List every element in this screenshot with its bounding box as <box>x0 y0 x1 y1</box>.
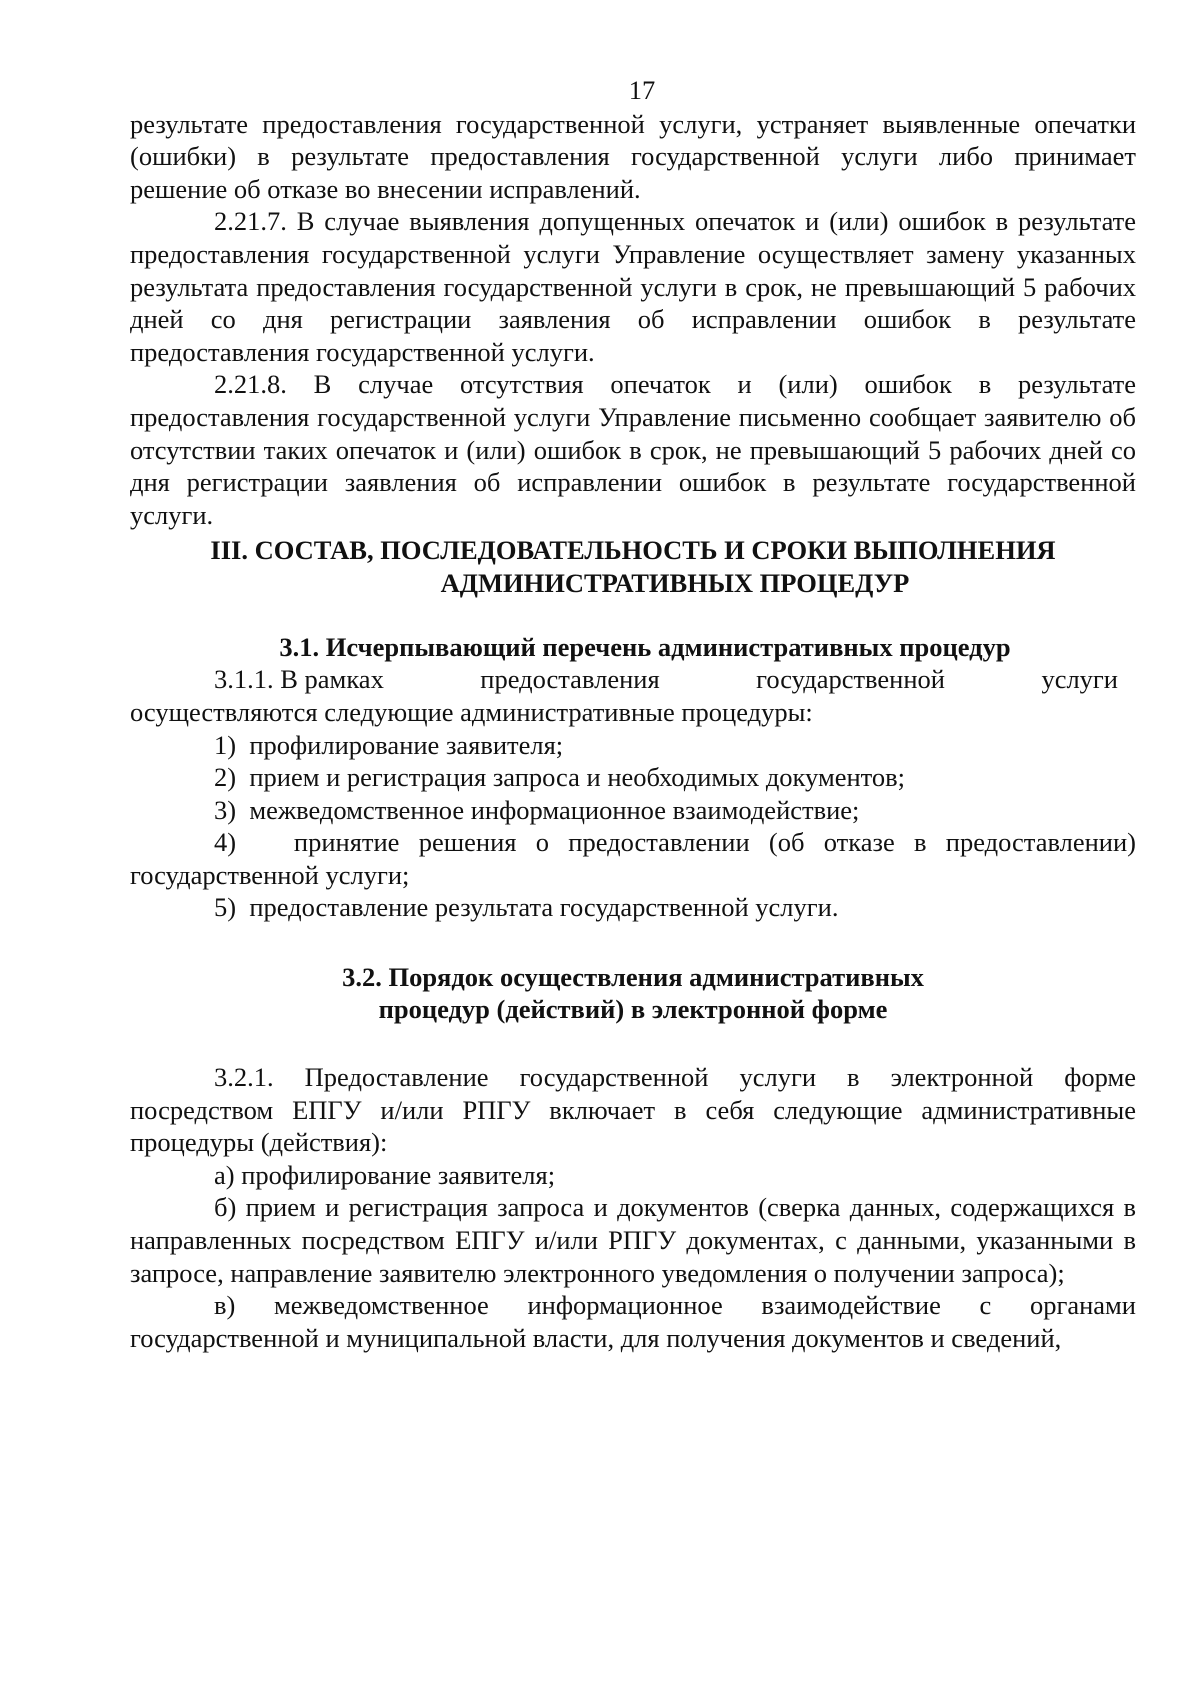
paragraph-3-1-1-word: услуги <box>1041 664 1118 695</box>
heading-3-2-line2: процедур (действий) в электронной форме <box>378 994 888 1025</box>
paragraph-3-1-1-word: предоставления <box>480 664 660 695</box>
paragraph-3-1-1-word: государственной <box>756 664 945 695</box>
paragraph-3-2-1: 3.2.1. Предоставление государственной услуги в электронной форме посредством ЕПГУ и/или РПГУ включает в себя следующие административные процедуры (действия): <box>130 1062 1136 1158</box>
heading-3-1: 3.1. Исчерпывающий перечень административных процедур <box>279 632 1011 663</box>
list-item: 2) прием и регистрация запроса и необходимых документов; <box>214 762 906 793</box>
section-iii-title-line2: АДМИНИСТРАТИВНЫХ ПРОЦЕДУР <box>440 568 910 599</box>
list-item: 1) профилирование заявителя; <box>214 729 564 760</box>
list-item: 4) принятие решения о предоставлении (об отказе в предоставлении) государственной услуги; <box>130 827 1136 890</box>
paragraph-2-21-7: 2.21.7. В случае выявления допущенных опечаток и (или) ошибок в результате предоставления государственной услуги Управление осуществляет замену указанных результата предоставления государственной услуги в срок, не превышающий 5 рабочих дней со дня регистрации заявления об исправлении ошибок в результате предоставления государственной услуги. <box>130 206 1136 367</box>
heading-3-2 <box>130 961 1136 1025</box>
section-iii-title <box>130 534 1136 600</box>
section-iii-title-line1: III. СОСТАВ, ПОСЛЕДОВАТЕЛЬНОСТЬ И СРОКИ ВЫПОЛНЕНИЯ <box>210 535 1056 566</box>
list-item: в) межведомственное информационное взаимодействие с органами государственной и муниципальной власти, для получения документов и сведений, <box>130 1290 1136 1353</box>
heading-3-2-line1: 3.2. Порядок осуществления административных <box>342 962 924 993</box>
paragraph-3-1-1-first-line <box>130 663 1136 696</box>
paragraph-3-1-1-rest: осуществляются следующие административные процедуры: <box>130 696 813 727</box>
list-item: а) профилирование заявителя; <box>214 1159 556 1190</box>
list-item: 5) предоставление результата государственной услуги. <box>214 892 839 923</box>
paragraph-2-21-6-continuation: результате предоставления государственной услуги, устраняет выявленные опечатки (ошибки) в результате предоставления государственной услуги либо принимает решение об отказе во внесении исправлений. <box>130 108 1136 204</box>
list-item: 3) межведомственное информационное взаимодействие; <box>214 794 860 825</box>
list-item: б) прием и регистрация запроса и документов (сверка данных, содержащихся в направленных посредством ЕПГУ и/или РПГУ документах, с данными, указанными в запросе, направление заявителю электронного уведомления о получении запроса); <box>130 1192 1136 1288</box>
page-number: 17 <box>628 75 656 105</box>
spacer <box>130 1025 1136 1061</box>
paragraph-3-1-1-word: 3.1.1. В рамках <box>214 664 384 695</box>
paragraph-2-21-8: 2.21.8. В случае отсутствия опечаток и (или) ошибок в результате предоставления государственной услуги Управление письменно сообщает заявителю об отсутствии таких опечаток и (или) ошибок в срок, не превышающий 5 рабочих дней со дня регистрации заявления об исправлении ошибок в результате государственной услуги. <box>130 369 1136 530</box>
